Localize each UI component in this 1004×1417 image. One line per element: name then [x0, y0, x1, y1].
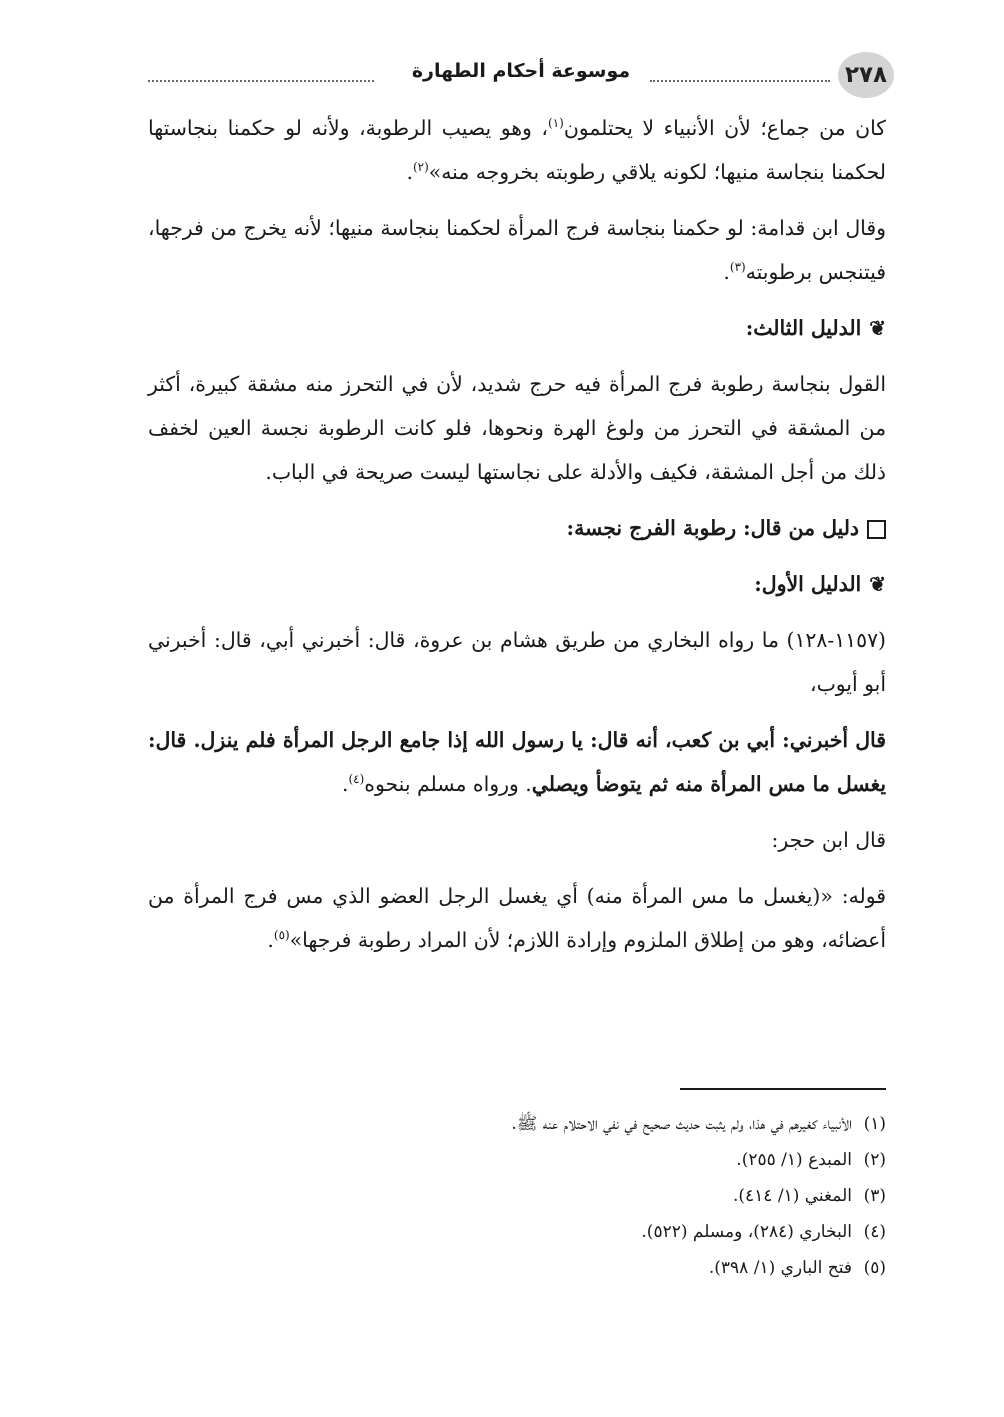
footnote-item: (٢)المبدع (١/ ٢٥٥).: [736, 1150, 886, 1170]
page-number: ٢٧٨: [838, 52, 894, 98]
paragraph-7: قوله: «(يغسل ما مس المرأة منه) أي يغسل الرجل العضو الذي مس فرج المرأة من أعضائه، وهو من إطلاق الملزوم وإرادة اللازم؛ لأن المراد رطوبة فرجها»$^{(٥)}$.: [148, 884, 886, 952]
footnote-ref-4[interactable]: (٤): [348, 772, 365, 787]
heading-opposing-evidence: دليل من قال: رطوبة الفرج نجسة:: [148, 506, 886, 550]
paragraph-6: قال ابن حجر:: [771, 828, 886, 852]
book-title: موسوعة أحكام الطهارة: [411, 60, 631, 82]
heading-first-evidence: ❦الدليل الأول:: [148, 562, 886, 606]
header-dots-left: [148, 80, 374, 82]
page-content: [148, 106, 886, 974]
footnote-item: (٣)المغني (١/ ٤١٤).: [732, 1186, 886, 1206]
paragraph-4: (١١٥٧-١٢٨) ما رواه البخاري من طريق هشام بن عروة، قال: أخبرني أبي، قال: أخبرني أبو أيوب،: [148, 628, 886, 696]
header-dots-right: [650, 80, 830, 82]
checkbox-square-icon: [867, 520, 886, 539]
footnote-ref-5[interactable]: (٥): [273, 928, 290, 943]
page-header: [148, 52, 894, 100]
footnotes: [146, 1106, 886, 1286]
footnote-item: (٤)البخاري (٢٨٤)، ومسلم (٥٢٢).: [641, 1222, 886, 1242]
paragraph-2: وقال ابن قدامة: لو حكمنا بنجاسة فرج المرأة لحكمنا بنجاسة منيها؛ لأنه يخرج من فرجها، فيتنجس برطوبته$^{(٣)}$.: [148, 216, 886, 284]
footnote-item: (١)الأنبياء كغيرهم في هذا، ولم يثبت حديث صحيح في نفي الاحتلام عنه ﷺ.: [511, 1114, 886, 1134]
paragraph-3: القول بنجاسة رطوبة فرج المرأة فيه حرج شديد، لأن في التحرز منه مشقة كبيرة، أكثر من المشقة في التحرز من ولوغ الهرة ونحوها، فلو كانت الرطوبة نجسة العين لخفف ذلك من أجل المشقة، فكيف والأدلة على نجاستها ليست صريحة في الباب.: [148, 372, 886, 484]
paragraph-5: قال أخبرني: أبي بن كعب، أنه قال: يا رسول الله إذا جامع الرجل المرأة فلم ينزل. قال: يغسل ما مس المرأة منه ثم يتوضأ ويصلي. ورواه مسلم بنحوه$^{(٤)}$.: [148, 728, 886, 796]
leaf-icon: ❦: [869, 572, 886, 596]
heading-third-evidence: ❦الدليل الثالث:: [148, 306, 886, 350]
footnote-item: (٥)فتح الباري (١/ ٣٩٨).: [708, 1258, 886, 1278]
footnote-ref-2[interactable]: (٢): [412, 160, 429, 175]
footnote-separator: [680, 1088, 886, 1090]
paragraph-1: كان من جماع؛ لأن الأنبياء لا يحتلمون$^{(١)}$، وهو يصيب الرطوبة، ولأنه لو حكمنا بنجاستها لحكمنا بنجاسة منيها؛ لكونه يلاقي رطوبته بخروجه منه»$^{(٢)}$.: [148, 116, 886, 184]
leaf-icon: ❦: [869, 316, 886, 340]
footnote-ref-1[interactable]: (١): [548, 116, 564, 131]
footnote-ref-3[interactable]: (٣): [729, 260, 746, 275]
